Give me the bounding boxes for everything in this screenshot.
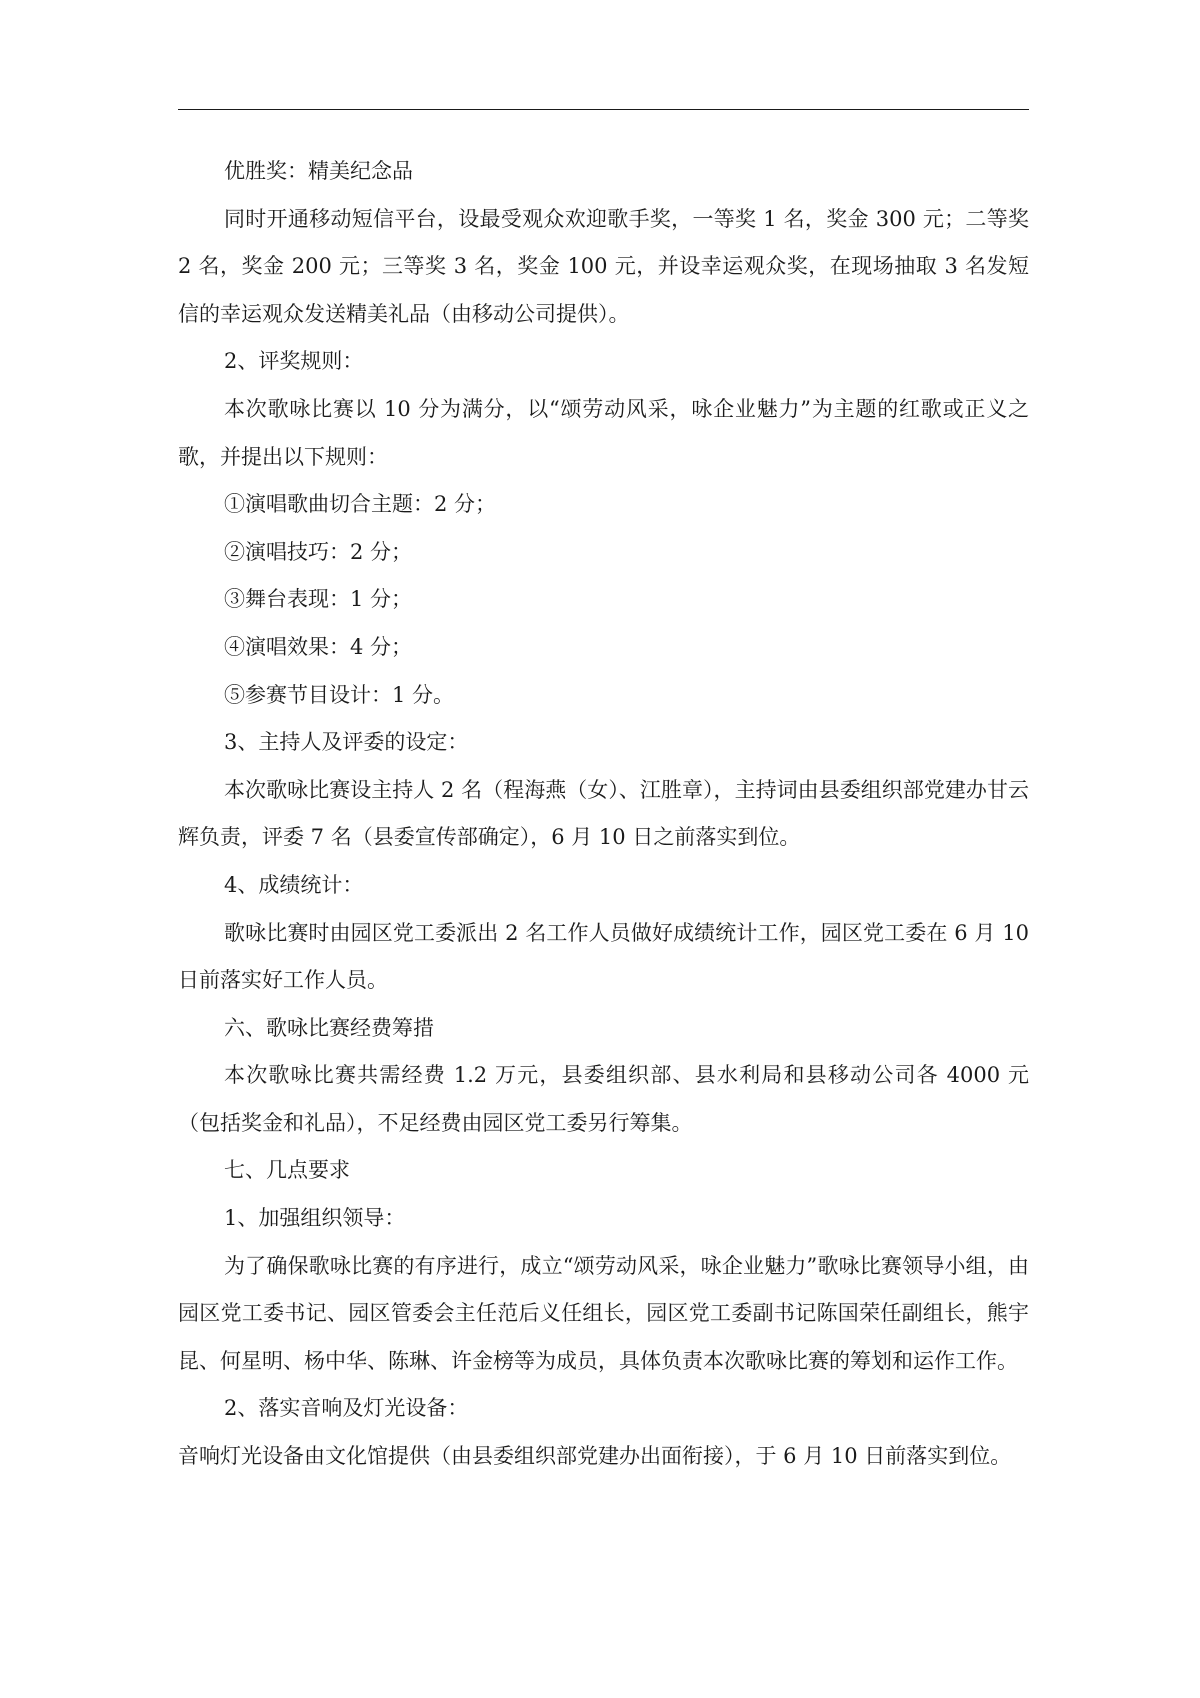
- paragraph-sound-lighting: 音响灯光设备由文化馆提供（由县委组织部党建办出面衔接），于 6 月 10 日前落实到位。: [178, 1444, 1012, 1469]
- heading-organization: 1、加强组织领导：: [224, 1206, 406, 1231]
- paragraph-funding: 本次歌咏比赛共需经费 1.2 万元，县委组织部、县水利局和县移动公司各 4000 元（包括奖金和礼品），不足经费由园区党工委另行筹集。: [178, 1063, 1029, 1135]
- header-rule: [178, 109, 1029, 110]
- heading-sound-lighting: 2、落实音响及灯光设备：: [224, 1396, 469, 1421]
- paragraph-scoring-intro: 本次歌咏比赛以 10 分为满分，以“颂劳动风采，咏企业魅力”为主题的红歌或正义之歌，并提出以下规则：: [178, 396, 1029, 469]
- paragraph-excellence-award: 优胜奖：精美纪念品: [224, 159, 413, 183]
- paragraph-sms-platform: 同时开通移动短信平台，设最受观众欢迎歌手奖，一等奖 1 名，奖金 300 元；二等奖 2 名，奖金 200 元；三等奖 3 名，奖金 100 元，并设幸运观众奖，在现场抽取 3 名发短信的幸运观众发送精美礼品（由移动公司提供）。: [178, 206, 1029, 326]
- heading-judging-rules: 2、评奖规则：: [224, 349, 364, 374]
- section-heading-funding: 六、歌咏比赛经费筹措: [224, 1015, 434, 1040]
- paragraph-hosts-judges: 本次歌咏比赛设主持人 2 名（程海燕（女）、江胜章），主持词由县委组织部党建办甘云辉负责，评委 7 名（县委宣传部确定），6 月 10 日之前落实到位。: [178, 777, 1029, 850]
- document-body: [178, 148, 1029, 1481]
- paragraph-score-statistics: 歌咏比赛时由园区党工委派出 2 名工作人员做好成绩统计工作，园区党工委在 6 月 10 日前落实好工作人员。: [178, 920, 1029, 993]
- section-heading-requirements: 七、几点要求: [224, 1158, 350, 1183]
- rule-item-effect: ④演唱效果：4 分；: [224, 634, 413, 659]
- paragraph-organization: 为了确保歌咏比赛的有序进行，成立“颂劳动风采，咏企业魅力”歌咏比赛领导小组，由园区党工委书记、园区管委会主任范后义任组长，园区党工委副书记陈国荣任副组长，熊宇昆、何星明、杨中华、陈琳、许金榜等为成员，具体负责本次歌咏比赛的筹划和运作工作。: [178, 1253, 1029, 1373]
- rule-item-technique: ②演唱技巧：2 分；: [224, 539, 413, 564]
- rule-item-stage: ③舞台表现：1 分；: [224, 587, 413, 612]
- rule-item-design: ⑤参赛节目设计：1 分。: [224, 682, 455, 707]
- heading-score-statistics: 4、成绩统计：: [224, 872, 364, 897]
- heading-hosts-judges: 3、主持人及评委的设定：: [224, 730, 469, 755]
- rule-item-theme: ①演唱歌曲切合主题：2 分；: [224, 492, 497, 517]
